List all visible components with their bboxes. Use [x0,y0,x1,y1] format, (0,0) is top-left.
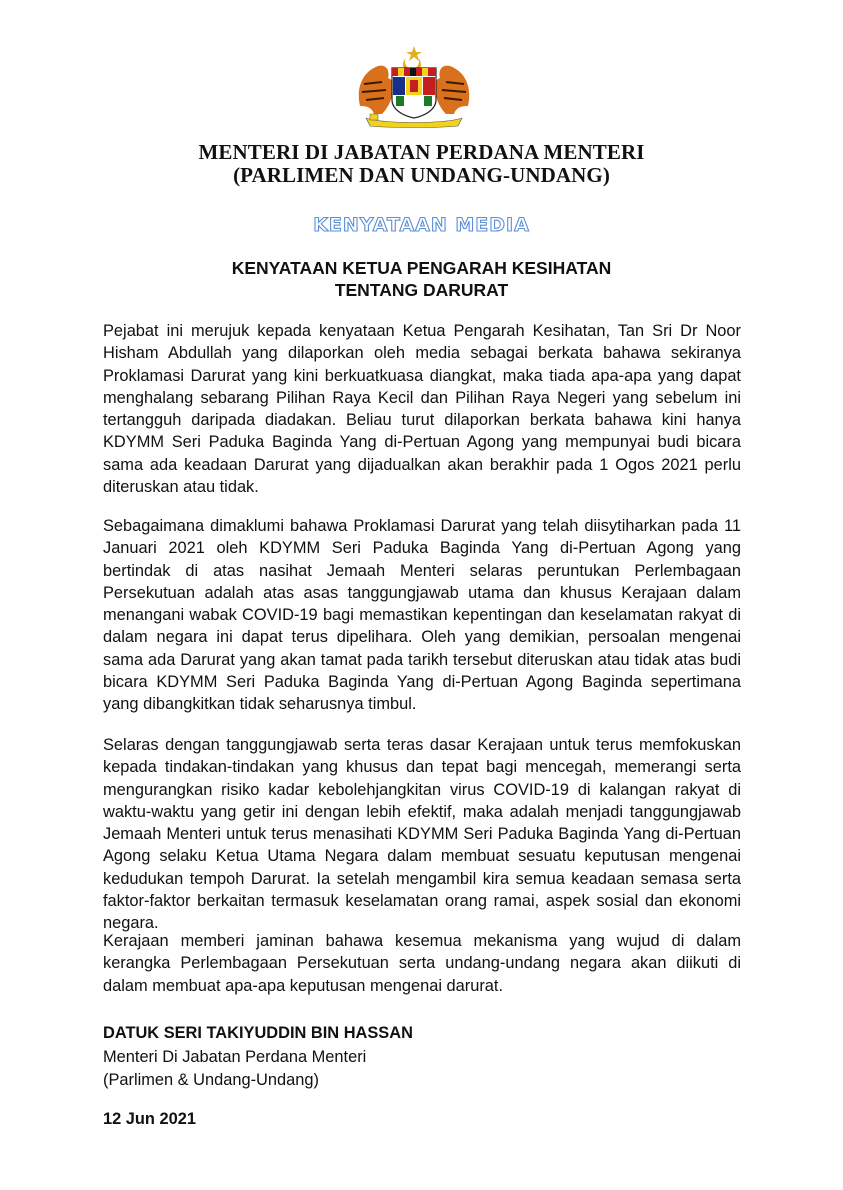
signatory-position-line2: (Parlimen & Undang-Undang) [103,1071,319,1089]
body-paragraph-1: Pejabat ini merujuk kepada kenyataan Ketua Pengarah Kesihatan, Tan Sri Dr Noor Hisham Abdullah yang dilaporkan oleh media sebagai berkata bahawa sekiranya Proklamasi Darurat yang kini berkuatkuasa diangkat, maka tiada apa-apa yang dapat menghalang sebarang Pilihan Raya Kecil dan Pilihan Raya Negeri yang sebelum ini tertangguh daripada diadakan. Beliau turut dilaporkan berkata bahawa kini hanya KDYMM Seri Paduka Baginda Yang di-Pertuan Agong yang mempunyai budi bicara sama ada keadaan Darurat yang dijadualkan akan berakhir pada 1 Ogos 2021 perlu diteruskan atau tidak. [103,322,741,497]
ministry-title-line2: (PARLIMEN DAN UNDANG-UNDANG) [233,163,610,187]
malaysia-coat-of-arms-icon [352,44,476,128]
media-statement-label: KENYATAAN MEDIA [313,214,530,236]
signatory-position-line1: Menteri Di Jabatan Perdana Menteri [103,1048,367,1066]
statement-title-line2: TENTANG DARURAT [334,280,509,300]
body-paragraph-3: Selaras dengan tanggungjawab serta teras dasar Kerajaan untuk terus memfokuskan kepada tindakan-tindakan yang khusus dan tepat bagi mencegah, memerangi serta mengurangkan risiko kadar kebolehjangkitan virus COVID-19 di kalangan rakyat di waktu-waktu yang getir ini dengan lebih efektif, maka adalah menjadi tanggungjawab Jemaah Menteri untuk terus menasihati KDYMM Seri Paduka Baginda Yang di-Pertuan Agong selaku Ketua Utama Negara dalam membuat sesuatu keputusan mengenai kedudukan tempoh Darurat. Ia setelah mengambil kira semua keadaan semasa serta faktor-faktor berkaitan termasuk keselamatan orang ramai, aspek sosial dan ekonomi negara. [103,736,741,933]
signatory-name: DATUK SERI TAKIYUDDIN BIN HASSAN [103,1024,413,1042]
body-paragraph-4: Kerajaan memberi jaminan bahawa kesemua mekanisma yang wujud di dalam kerangka Perlembagaan Persekutuan serta undang-undang negara akan diikuti di dalam membuat apa-apa keputusan mengenai darurat. [103,932,741,995]
ministry-title-line1: MENTERI DI JABATAN PERDANA MENTERI [198,140,645,164]
body-paragraph-2: Sebagaimana dimaklumi bahawa Proklamasi Darurat yang telah diisytiharkan pada 11 Januari 2021 oleh KDYMM Seri Paduka Baginda Yang di-Pertuan Agong yang bertindak di atas nasihat Jemaah Menteri selaras peruntukan Perlembagaan Persekutuan adalah atas asas tanggungjawab utama dan khusus Kerajaan dalam menangani wabak COVID-19 bagi memastikan kepentingan dan keselamatan rakyat di dalam negara ini dapat terus dipelihara. Oleh yang demikian, persoalan mengenai sama ada Darurat yang akan tamat pada tarikh tersebut diteruskan atau tidak atas budi bicara KDYMM Seri Paduka Baginda Yang di-Pertuan Agong Baginda sepertimana yang dibangkitkan tidak seharusnya timbul. [103,517,741,714]
statement-title-line1: KENYATAAN KETUA PENGARAH KESIHATAN [231,258,612,278]
statement-date: 12 Jun 2021 [103,1110,196,1128]
